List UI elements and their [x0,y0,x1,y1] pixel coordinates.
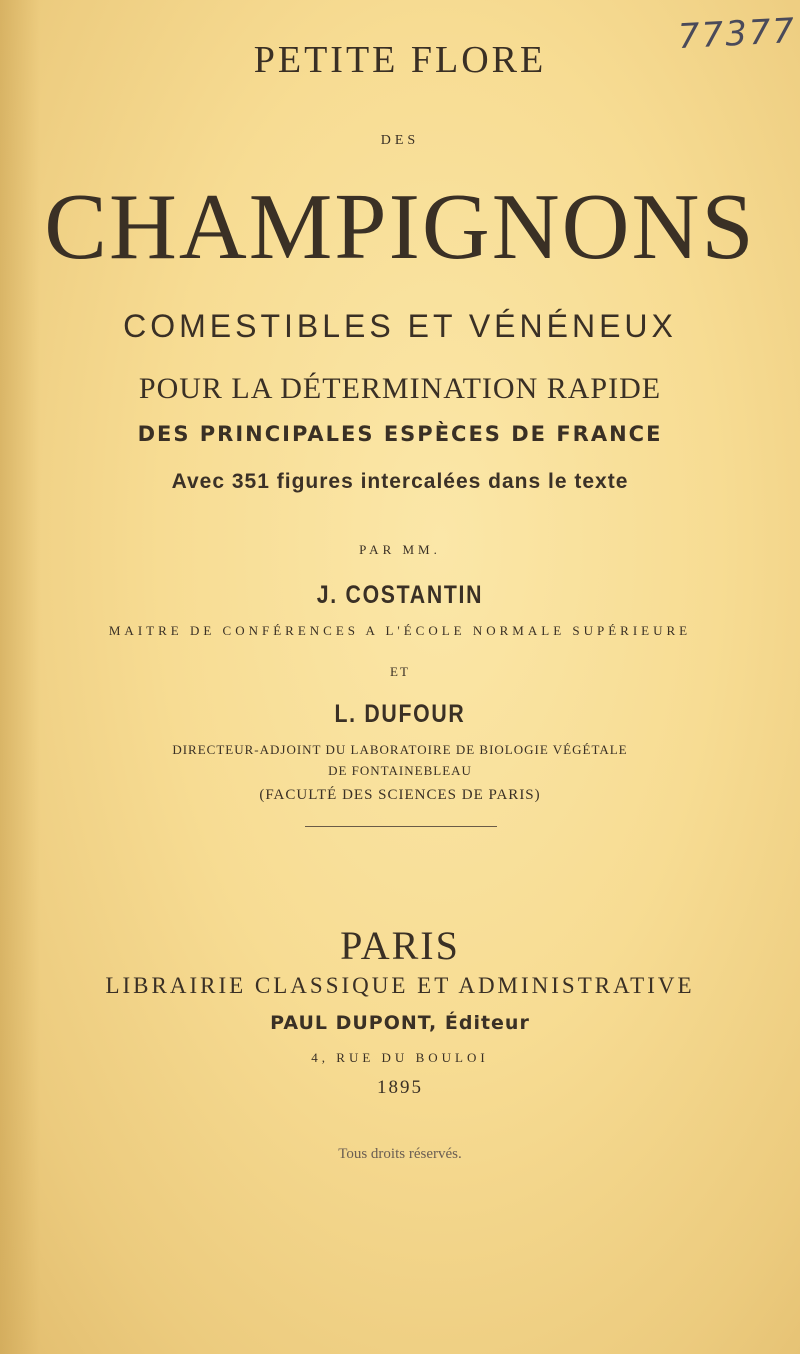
subtitle-comestibles: COMESTIBLES ET VÉNÉNEUX [123,308,677,344]
library-shelfmark: 77377 [676,10,797,58]
author-dufour-title-1: DIRECTEUR-ADJOINT DU LABORATOIRE DE BIOLOGIE VÉGÉTALE [172,742,628,757]
imprint-year: 1895 [377,1077,423,1098]
subtitle-especes: DES PRINCIPALES ESPÈCES DE FRANCE [137,422,663,446]
imprint-publisher: LIBRAIRIE CLASSIQUE ET ADMINISTRATIVE [105,973,695,998]
author-dufour-title-3: (FACULTÉ DES SCIENCES DE PARIS) [259,787,541,803]
imprint-city: PARIS [340,923,460,968]
title-line-des: DES [380,133,420,148]
title-line-petite-flore: PETITE FLORE [253,39,547,81]
author-costantin: J. COSTANTIN [316,581,484,609]
authors-conjunction: ET [390,664,410,679]
subtitle-determination: POUR LA DÉTERMINATION RAPIDE [138,372,662,405]
author-dufour-title-2: DE FONTAINEBLEAU [328,763,472,778]
figures-note: Avec 351 figures intercalées dans le texte [171,470,629,493]
divider-rule [305,826,497,827]
main-title: CHAMPIGNONS [44,175,756,279]
imprint-address: 4, RUE DU BOULOI [311,1050,489,1065]
imprint-editor: PAUL DUPONT, Éditeur [270,1012,530,1034]
rights-notice: Tous droits réservés. [338,1146,462,1162]
author-costantin-title: MAITRE DE CONFÉRENCES A L'ÉCOLE NORMALE SUPÉRIEURE [108,623,692,638]
author-dufour: L. DUFOUR [334,700,466,728]
by-label: PAR MM. [359,542,441,557]
